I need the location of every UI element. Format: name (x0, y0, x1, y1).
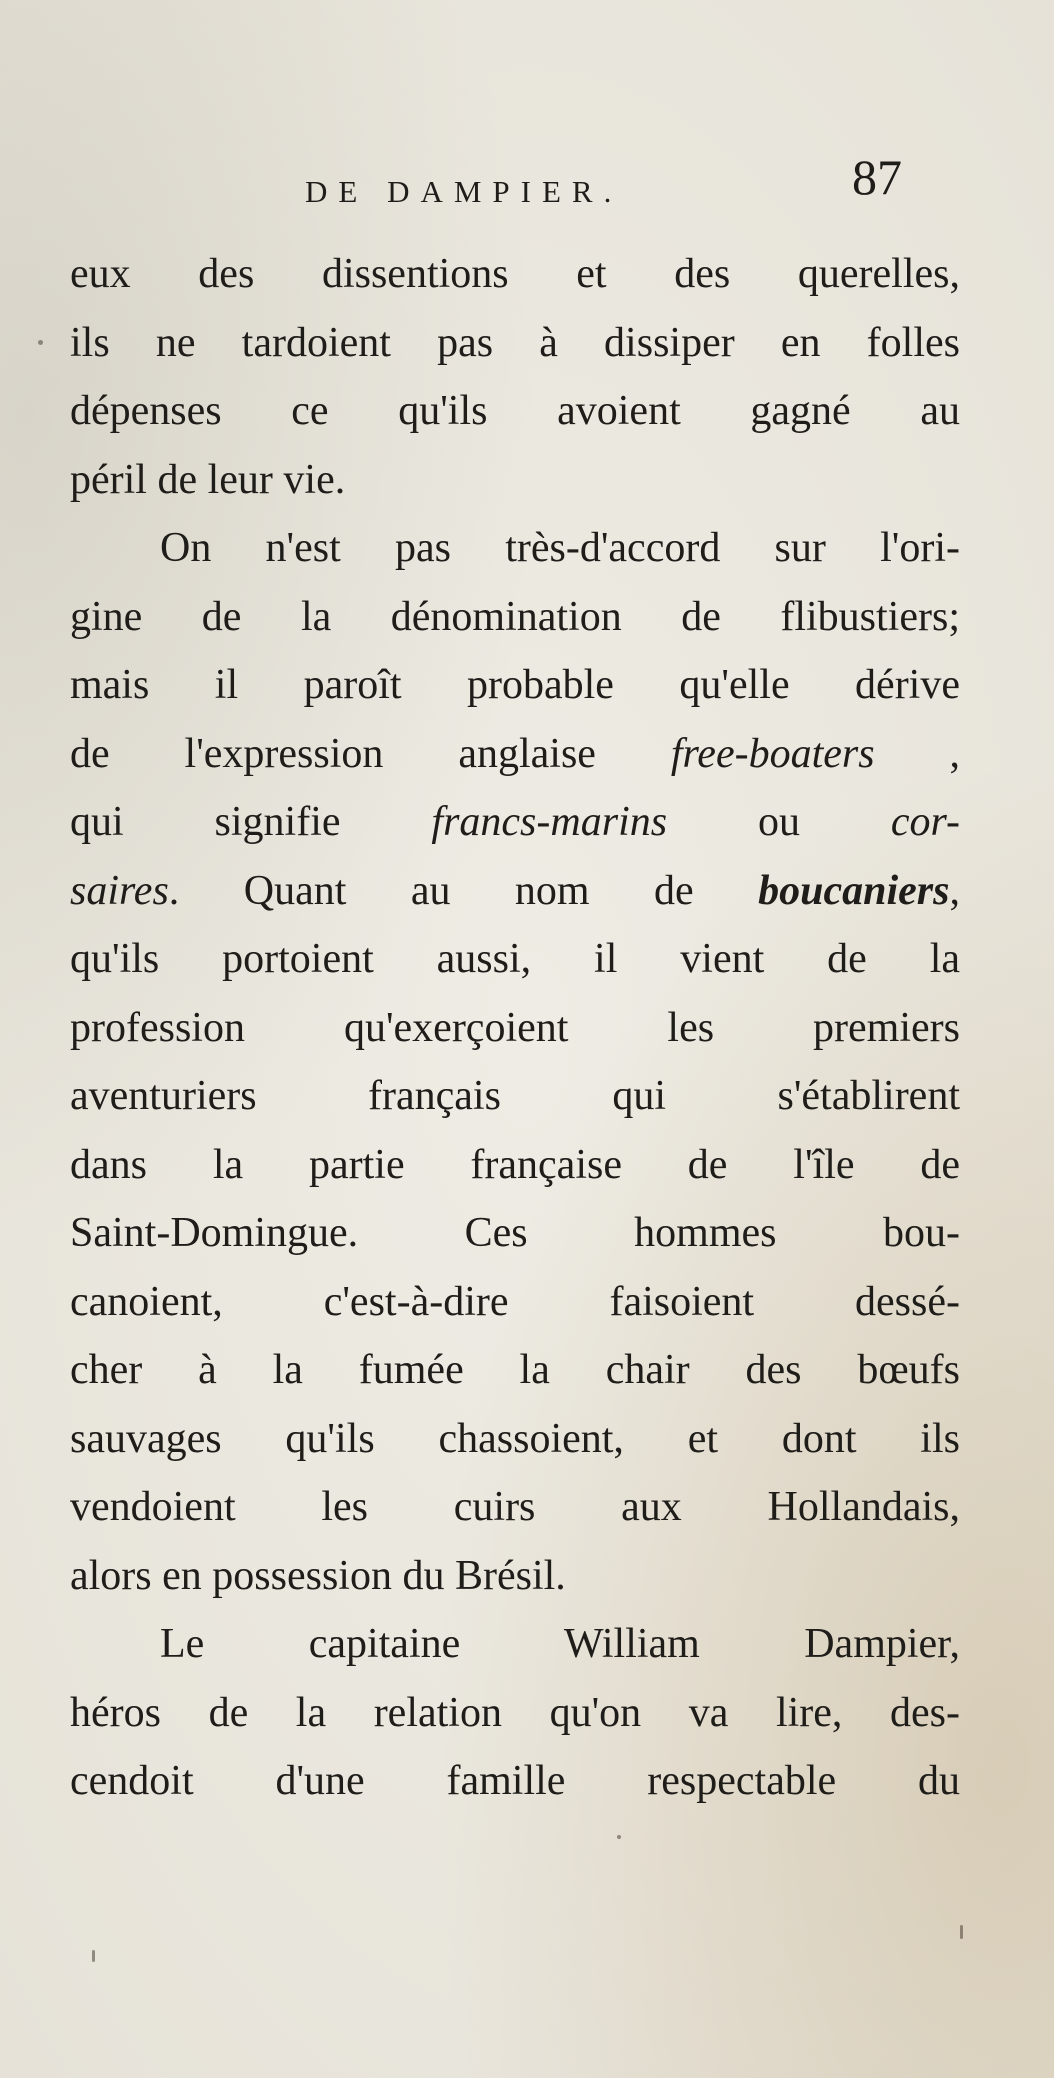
text-line: canoient, c'est-à-dire faisoient dessé- (70, 1278, 960, 1325)
text-span: de l'expression anglaise (70, 730, 671, 777)
page-number: 87 (852, 149, 902, 205)
paragraph-start-line: Le capitaine William Dampier, (160, 1621, 960, 1667)
body-text (70, 240, 960, 1816)
text-span: qui signifie (70, 799, 432, 845)
paper-speck (617, 1835, 621, 1839)
italic-term-corsaires: cor- (890, 799, 960, 845)
text-line: eux des dissentions et des querelles, (70, 251, 960, 297)
text-line: vendoient les cuirs aux Hollandais, (70, 1484, 960, 1530)
text-line: mais il paroît probable qu'elle dérive (70, 662, 960, 708)
italic-term-boucaniers: boucaniers (758, 867, 950, 914)
text-line: dans la partie française de l'île de (70, 1141, 960, 1188)
text-line: cher à la fumée la chair des bœufs (70, 1347, 960, 1393)
text-line: Saint-Domingue. Ces hommes bou- (70, 1210, 960, 1256)
text-line: péril de leur vie. (70, 456, 346, 503)
text-span: ou (667, 799, 891, 845)
italic-term-free-boaters: free-boaters (670, 730, 875, 777)
running-head (60, 149, 980, 230)
text-line: profession qu'exerçoient les premiers (70, 1004, 960, 1051)
paragraph-start-line: On n'est pas très-d'accord sur l'ori- (160, 525, 960, 571)
text-line: gine de la dénomination de flibustiers; (70, 593, 960, 640)
text-line: qu'ils portoient aussi, il vient de la (70, 936, 960, 982)
text-line: héros de la relation qu'on va lire, des- (70, 1689, 960, 1736)
text-line: aventuriers français qui s'établirent (70, 1073, 960, 1119)
text-span: , (949, 867, 960, 914)
header-title: DE DAMPIER. (305, 174, 623, 209)
text-line: sauvages qu'ils chassoient, et dont ils (70, 1415, 960, 1462)
paper-speck (960, 1925, 963, 1939)
paper-speck (38, 340, 43, 345)
paper-speck (92, 1950, 95, 1962)
italic-term-saires: saires (70, 867, 169, 914)
text-line: cendoit d'une famille respectable du (70, 1758, 960, 1804)
text-line-with-italic (70, 788, 960, 857)
text-line-with-italic (70, 857, 960, 926)
text-line-with-italic (70, 720, 960, 789)
text-line: alors en possession du Brésil. (70, 1552, 566, 1599)
italic-term-francs-marins: francs-marins (431, 799, 668, 845)
text-line: ils ne tardoient pas à dissiper en folles (70, 319, 960, 366)
text-line: dépenses ce qu'ils avoient gagné au (70, 388, 960, 434)
text-span: , (874, 730, 960, 777)
text-span: . Quant au nom de (168, 867, 759, 914)
